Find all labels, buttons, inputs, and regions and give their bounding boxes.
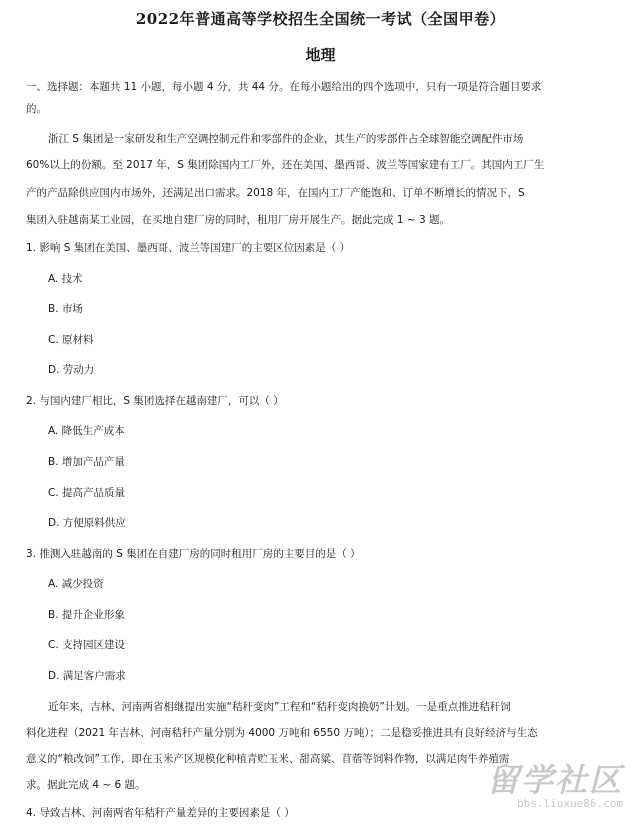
question-3-option: C. 支持园区建设 [48,639,126,651]
passage1-line: 浙江 S 集团是一家研发和生产空调控制元件和零部件的企业，其生产的零部件占全球智能空调配件市场 [48,133,524,145]
page-title: 2022年普通高等学校招生全国统一考试（全国甲卷） [135,10,506,28]
question-1-option: A. 技术 [48,273,83,285]
question-3-option: B. 提升企业形象 [48,609,125,621]
passage2-line: 料化进程（2021 年吉林、河南秸秆产量分别为 4000 万吨和 6550 万吨）；二是稳妥推进具有良好经济与生态 [26,727,538,739]
watermark-url: bbs.liuxue86.com [517,797,623,810]
passage1-line: 集团入驻越南某工业园，在买地自建厂房的同时，租用厂房开展生产。据此完成 1 ~ 3 题。 [26,214,451,226]
question-1-option: D. 劳动力 [48,364,95,376]
question-2-stem: 2. 与国内建厂相比，S 集团选择在越南建厂，可以（ ） [26,395,284,407]
section-instruction-cont: 的。 [26,103,47,115]
passage1-line: 产的产品除供应国内市场外，还满足出口需求。2018 年，在国内工厂产能饱和、订单不断增长的情况下，S [26,187,525,199]
question-1-option: C. 原材料 [48,334,94,346]
question-2-option: A. 降低生产成本 [48,425,125,437]
passage2-line: 意义的“粮改饲”工作，即在玉米产区规模化种植青贮玉米、甜高粱、苜蓿等饲料作物，以满足肉牛养殖需 [26,753,510,765]
passage2-line: 求。据此完成 4 ~ 6 题。 [26,779,146,791]
question-2-option: D. 方便原料供应 [48,517,126,529]
question-3-option: D. 满足客户需求 [48,670,126,682]
question-2-option: C. 提高产品质量 [48,487,126,499]
passage2-line: 近年来，吉林、河南两省相继提出实施“秸秆变肉”工程和“秸秆变肉换奶”计划。一是重点推进秸秆饲 [48,701,511,713]
section-instruction: 一、选择题：本题共 11 小题，每小题 4 分，共 44 分。在每小题给出的四个选项中，只有一项是符合题目要求 [26,81,542,93]
question-3-option: A. 减少投资 [48,578,104,590]
question-2-option: B. 增加产品产量 [48,456,125,468]
question-1-option: B. 市场 [48,303,83,315]
question-4-stem: 4. 导致吉林、河南两省年秸秆产量差异的主要因素是（ ） [26,807,295,819]
question-3-stem: 3. 推测入驻越南的 S 集团在自建厂房的同时租用厂房的主要目的是（ ） [26,548,361,560]
subject-heading: 地理 [305,46,336,64]
watermark-logo: 留学社区 [486,761,623,799]
passage1-line: 60%以上的份额。至 2017 年，S 集团除国内工厂外，还在美国、墨西哥、波兰等国家建有工厂。其国内工厂生 [26,159,545,171]
site-watermark [453,763,623,815]
question-1-stem: 1. 影响 S 集团在美国、墨西哥、波兰等国建厂的主要区位因素是（ ） [26,242,351,254]
